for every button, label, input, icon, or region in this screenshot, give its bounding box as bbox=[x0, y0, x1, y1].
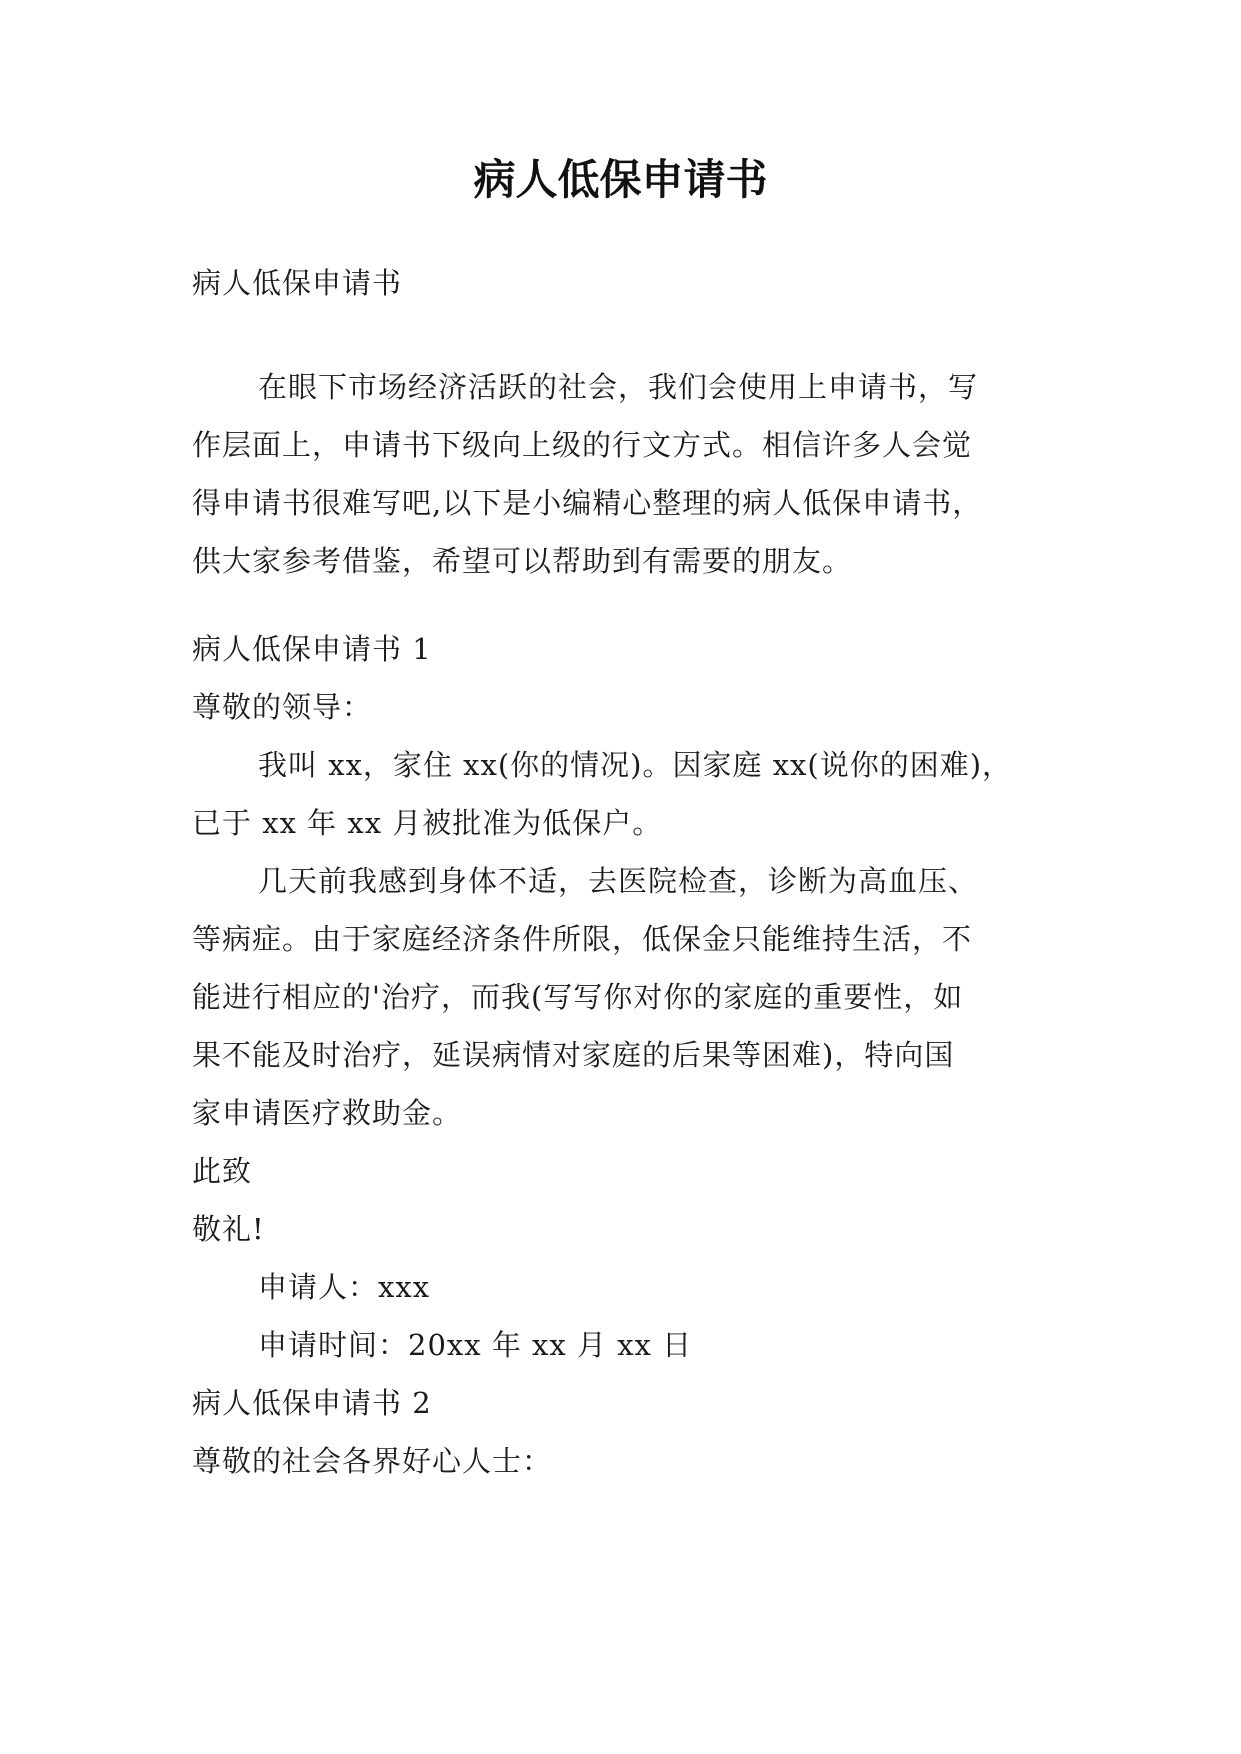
paragraph-line: 我叫 xx，家住 xx(你的情况)。因家庭 xx(说你的困难)， bbox=[258, 748, 1013, 782]
section-heading: 病人低保申请书 2 bbox=[192, 1386, 432, 1420]
date-line: 申请时间：20xx 年 xx 月 xx 日 bbox=[258, 1328, 693, 1362]
document-title: 病人低保申请书 bbox=[473, 155, 768, 204]
salutation: 尊敬的社会各界好心人士： bbox=[192, 1444, 553, 1478]
paragraph-line: 果不能及时治疗，延误病情对家庭的后果等困难)，特向国 bbox=[192, 1038, 955, 1072]
paragraph-line: 能进行相应的'治疗，而我(写写你对你的家庭的重要性，如 bbox=[192, 980, 964, 1014]
paragraph-line: 已于 xx 年 xx 月被批准为低保户。 bbox=[192, 806, 663, 840]
paragraph-line: 家申请医疗救助金。 bbox=[192, 1096, 463, 1130]
section-heading: 病人低保申请书 1 bbox=[192, 632, 432, 666]
paragraph-line: 等病症。由于家庭经济条件所限，低保金只能维持生活，不 bbox=[192, 922, 973, 956]
document-subtitle: 病人低保申请书 bbox=[192, 266, 403, 300]
intro-line: 供大家参考借鉴，希望可以帮助到有需要的朋友。 bbox=[192, 544, 853, 578]
closing-line: 此致 bbox=[192, 1154, 253, 1188]
section-1 bbox=[192, 620, 1072, 1490]
intro-paragraph bbox=[192, 358, 1072, 590]
closing-line: 敬礼! bbox=[192, 1212, 265, 1246]
paragraph-line: 几天前我感到身体不适，去医院检查，诊断为高血压、 bbox=[258, 864, 979, 898]
intro-line: 在眼下市场经济活跃的社会，我们会使用上申请书，写 bbox=[258, 370, 979, 404]
intro-line: 得申请书很难写吧,以下是小编精心整理的病人低保申请书， bbox=[192, 486, 983, 520]
intro-line: 作层面上，申请书下级向上级的行文方式。相信许多人会觉 bbox=[192, 428, 973, 462]
applicant-line: 申请人：xxx bbox=[258, 1270, 431, 1304]
salutation: 尊敬的领导： bbox=[192, 690, 373, 724]
